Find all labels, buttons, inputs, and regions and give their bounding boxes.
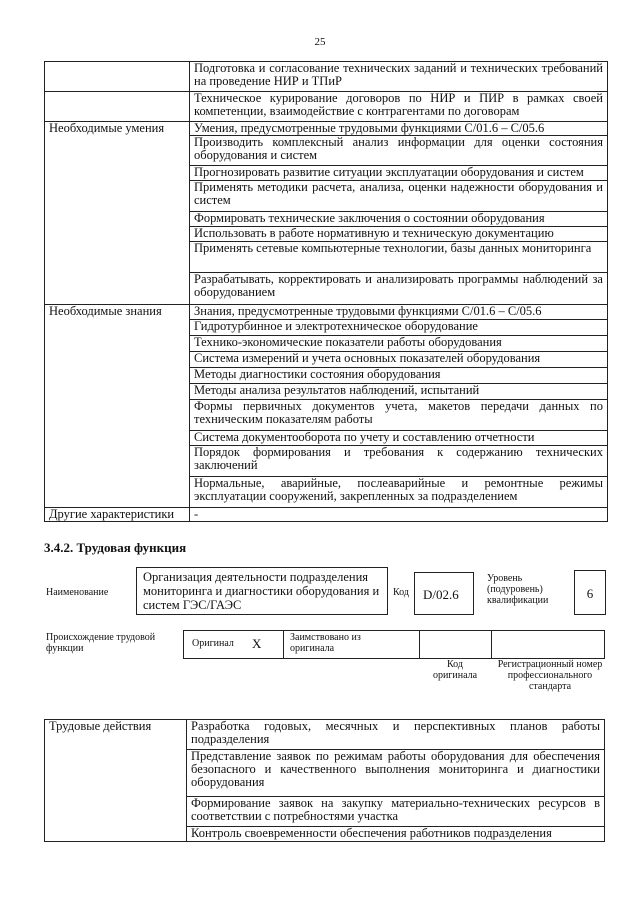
action-item: Разработка годовых, месячных и перспективных планов работы подразделения	[187, 720, 605, 750]
original-mark: X	[252, 636, 262, 651]
actions-label: Трудовые действия	[45, 720, 187, 842]
skill-item: Формировать технические заключения о состоянии оборудования	[190, 212, 608, 227]
section-title: 3.4.2. Трудовая функция	[44, 540, 187, 555]
level-label: Уровень (подуровень) квалификации	[487, 573, 549, 606]
action-item: Формирование заявок на закупку материально-технических ресурсов в соответствии с потребностями участка	[187, 797, 605, 827]
table-row: Техническое курирование договоров по НИР и ПИР в рамках своей компетенции, взаимодействие с контрагентами по договорам	[190, 92, 608, 122]
skill-item: Применять методики расчета, анализа, оценки надежности оборудования и систем	[190, 181, 608, 212]
knowledge-item: Формы первичных документов учета, макетов передачи данных по техническим показателям работы	[190, 400, 608, 431]
other-value: -	[190, 508, 608, 522]
page-number: 25	[314, 36, 326, 48]
code-caption: Код оригинала	[432, 659, 478, 681]
knowledge-item: Нормальные, аварийные, послеаварийные и ремонтные режимы эксплуатации сооружений, закрепленных за подразделением	[190, 477, 608, 508]
skill-item: Применять сетевые компьютерные технологии, базы данных мониторинга	[190, 242, 608, 273]
skill-item: Производить комплексный анализ информации для оценки состояния оборудования и систем	[190, 136, 608, 166]
knowledge-item: Система документооборота по учету и составлению отчетности	[190, 431, 608, 446]
code-label: Код	[393, 587, 409, 598]
name-value: Организация деятельности подразделения мониторинга и диагностики оборудования и систем ГЭС/ГАЭС	[136, 567, 388, 615]
knowledge-item: Технико-экономические показатели работы оборудования	[190, 336, 608, 352]
skill-item: Использовать в работе нормативную и техническую документацию	[190, 227, 608, 242]
table-row: Подготовка и согласование технических заданий и технических требований на проведение НИР и ТПиР	[190, 62, 608, 92]
skill-item: Умения, предусмотренные трудовыми функциями С/01.6 – С/05.6	[190, 122, 608, 136]
borrowed-label: Заимствовано из оригинала	[290, 632, 361, 654]
knowledge-item: Гидротурбинное и электротехническое оборудование	[190, 320, 608, 336]
action-item: Представление заявок по режимам работы оборудования для обеспечения безопасного и качественного выполнения мониторинга и диагностики оборудования	[187, 750, 605, 797]
action-item: Контроль своевременности обеспечения работников подразделения	[187, 827, 605, 842]
name-label: Наименование	[46, 587, 109, 598]
knowledge-item: Методы диагностики состояния оборудования	[190, 368, 608, 384]
reg-caption: Регистрационный номер профессионального стандарта	[497, 659, 603, 692]
competencies-table	[44, 61, 608, 522]
origin-label: Происхождение трудовой функции	[46, 632, 156, 654]
knowledge-item: Система измерений и учета основных показателей оборудования	[190, 352, 608, 368]
knowledge-item: Методы анализа результатов наблюдений, испытаний	[190, 384, 608, 400]
knowledge-item: Порядок формирования и требования к содержанию технических заключений	[190, 446, 608, 477]
skill-item: Разрабатывать, корректировать и анализировать программы наблюдений за оборудованием	[190, 273, 608, 305]
actions-table	[44, 719, 605, 842]
skill-item: Прогнозировать развитие ситуации эксплуатации оборудования и систем	[190, 166, 608, 181]
code-value: D/02.6	[414, 572, 474, 615]
origin-box	[183, 630, 605, 659]
knowledge-item: Знания, предусмотренные трудовыми функциями С/01.6 – С/05.6	[190, 305, 608, 320]
other-label: Другие характеристики	[45, 508, 190, 522]
knowledge-label: Необходимые знания	[45, 305, 190, 508]
level-value: 6	[574, 570, 606, 615]
skills-label: Необходимые умения	[45, 122, 190, 305]
original-label: Оригинал	[192, 638, 234, 649]
